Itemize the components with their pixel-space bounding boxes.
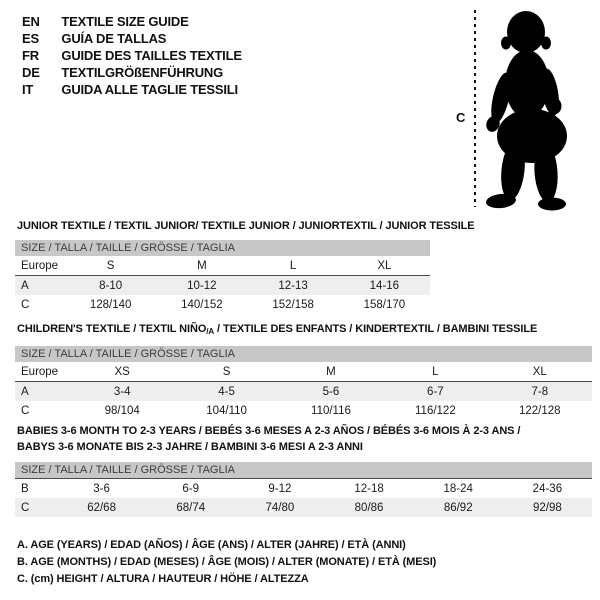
height-measure-label: C <box>456 110 466 125</box>
cell: 10-12 <box>156 276 247 296</box>
column-header: L <box>383 362 487 382</box>
title-part: / TEXTILE DES ENFANTS / KINDERTEXTIL / BAMBINI TESSILE <box>214 323 538 335</box>
size-table-babies <box>15 462 592 517</box>
footnote-b: B. AGE (MONTHS) / EDAD (MESES) / ÂGE (MOIS) / ALTER (MONATE) / ETÀ (MESI) <box>17 556 437 568</box>
title-line: BABIES 3-6 MONTH TO 2-3 YEARS / BEBÉS 3-6 MESES A 2-3 AÑOS / BÉBÉS 3-6 MOIS À 2-3 ANS / <box>17 425 521 437</box>
cell: 3-4 <box>70 382 174 402</box>
cell: 68/74 <box>146 498 235 517</box>
cell: 152/158 <box>272 298 314 311</box>
lang-label: GUIDE DES TAILLES TEXTILE <box>61 48 242 63</box>
cell: 62/68 <box>57 498 146 517</box>
column-header: S <box>65 256 156 276</box>
footnote-a: A. AGE (YEARS) / EDAD (AÑOS) / ÂGE (ANS) / ALTER (JAHRE) / ETÀ (ANNI) <box>17 539 406 551</box>
cell: 14-16 <box>339 276 430 296</box>
cell: 3-6 <box>93 482 110 495</box>
section-title-children <box>17 323 537 336</box>
size-table-children <box>15 346 592 420</box>
cell: 104/110 <box>206 404 247 417</box>
lang-label: TEXTILGRÖßENFÜHRUNG <box>61 65 224 80</box>
title-subscript: /A <box>206 327 215 336</box>
row-label: A <box>15 382 70 402</box>
cell: 92/98 <box>503 498 592 517</box>
title-part: CHILDREN'S TEXTILE / TEXTIL NIÑO <box>17 323 207 335</box>
row-label: C <box>21 298 30 311</box>
column-header: M <box>156 256 247 276</box>
toddler-silhouette-icon <box>484 11 567 211</box>
column-header: S <box>174 362 278 382</box>
table-row-age <box>15 382 592 402</box>
table-row-age <box>15 276 430 296</box>
region-label: Europe <box>15 362 70 382</box>
size-header-label: SIZE / TALLA / TAILLE / GRÖSSE / TAGLIA <box>15 346 592 362</box>
footnote-c: C. (cm) HEIGHT / ALTURA / HAUTEUR / HÖHE / ALTEZZA <box>17 573 309 585</box>
size-header-bar <box>15 240 430 256</box>
lang-line-en <box>22 13 242 30</box>
lang-code: EN <box>22 14 40 29</box>
row-label: B <box>21 482 29 495</box>
cell: 7-8 <box>488 382 592 402</box>
table-row-height <box>15 498 592 517</box>
lang-line-de <box>22 64 242 81</box>
cell: 18-24 <box>443 482 473 495</box>
baby-figure <box>440 2 600 216</box>
row-label: C <box>15 498 57 517</box>
cell: 4-5 <box>174 382 278 402</box>
cell: 6-7 <box>383 382 487 402</box>
cell: 86/92 <box>414 498 503 517</box>
size-header-label: SIZE / TALLA / TAILLE / GRÖSSE / TAGLIA <box>15 462 592 479</box>
column-header: XL <box>488 362 592 382</box>
table-row-age-months <box>15 479 592 499</box>
size-header-bar <box>15 462 592 479</box>
cell: 116/122 <box>415 404 456 417</box>
cell: 9-12 <box>268 482 292 495</box>
lang-line-fr <box>22 47 242 64</box>
table-row-columns <box>15 362 592 382</box>
column-header: XS <box>70 362 174 382</box>
lang-code: FR <box>22 48 39 63</box>
cell: 122/128 <box>518 404 561 417</box>
cell: 80/86 <box>324 498 413 517</box>
cell: 12-18 <box>354 482 384 495</box>
title-line: BABYS 3-6 MONATE BIS 2-3 JAHRE / BAMBINI 3-6 MESI A 2-3 ANNI <box>17 441 363 453</box>
table-row-height <box>15 295 430 314</box>
cell: 12-13 <box>248 276 339 296</box>
cell: 6-9 <box>182 482 200 495</box>
size-header-label: SIZE / TALLA / TAILLE / GRÖSSE / TAGLIA <box>15 240 430 256</box>
cell: 110/116 <box>311 404 351 417</box>
lang-line-it <box>22 81 242 98</box>
lang-code: IT <box>22 82 34 97</box>
column-header: M <box>279 362 383 382</box>
row-label: C <box>21 404 30 417</box>
section-title-babies <box>17 423 592 455</box>
column-header: XL <box>339 256 430 276</box>
cell: 74/80 <box>235 498 324 517</box>
cell: 24-36 <box>532 482 563 495</box>
cell: 5-6 <box>279 382 383 402</box>
size-table-junior <box>15 240 430 314</box>
lang-label: GUÍA DE TALLAS <box>61 31 167 46</box>
row-label: A <box>15 276 65 296</box>
cell: 140/152 <box>181 298 223 311</box>
legend-footnotes <box>17 537 436 588</box>
table-row-columns <box>15 256 430 276</box>
table-row-height <box>15 401 592 420</box>
region-label: Europe <box>15 256 65 276</box>
cell: 98/104 <box>104 404 140 417</box>
section-title-junior: JUNIOR TEXTILE / TEXTIL JUNIOR/ TEXTILE JUNIOR / JUNIORTEXTIL / JUNIOR TESSILE <box>17 220 475 232</box>
lang-line-es <box>22 30 242 47</box>
language-title-list <box>22 13 242 98</box>
cell: 158/170 <box>363 298 406 311</box>
size-header-bar <box>15 346 592 362</box>
lang-code: ES <box>22 31 39 46</box>
column-header: L <box>248 256 339 276</box>
cell: 128/140 <box>89 298 132 311</box>
lang-label: TEXTILE SIZE GUIDE <box>61 14 189 29</box>
cell: 8-10 <box>65 276 156 296</box>
lang-label: GUIDA ALLE TAGLIE TESSILI <box>61 82 238 97</box>
lang-code: DE <box>22 65 40 80</box>
